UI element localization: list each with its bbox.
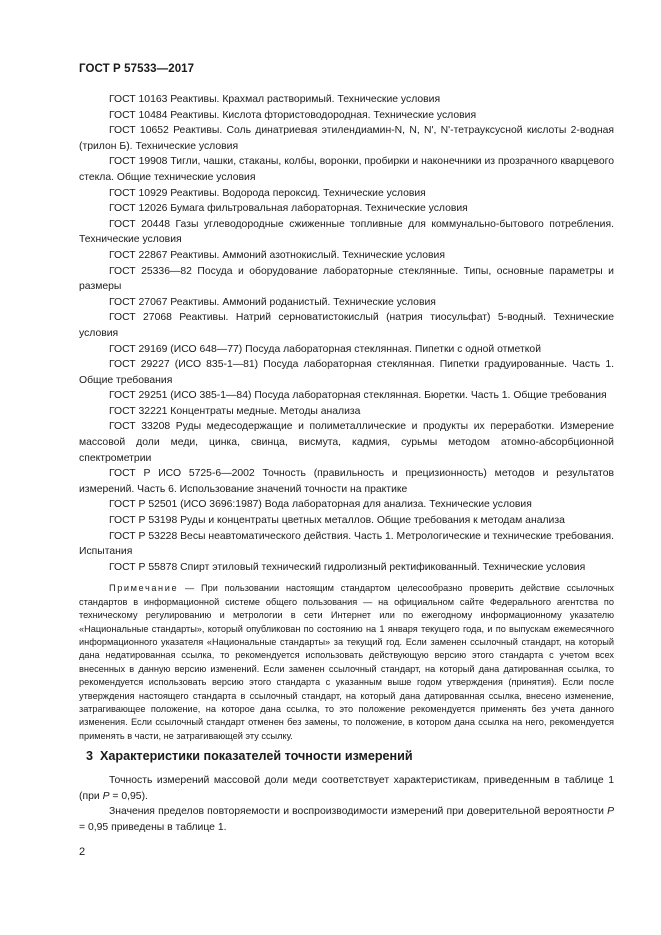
paragraph xyxy=(79,773,614,804)
normative-references xyxy=(79,92,614,743)
note-label: Примечание xyxy=(109,583,179,594)
note-block xyxy=(79,582,614,743)
reference-item: ГОСТ 10484 Реактивы. Кислота фтористоводородная. Технические условия xyxy=(109,109,477,121)
reference-item: ГОСТ 29169 (ИСО 648—77) Посуда лабораторная стеклянная. Пипетки с одной отметкой xyxy=(109,343,542,355)
reference-item: ГОСТ 20448 Газы углеводородные сжиженные топливные для коммунально-бытового потребления. Технические условия xyxy=(79,218,614,246)
section-number: 3 xyxy=(86,749,94,763)
reference-item: ГОСТ Р ИСО 5725-6—2002 Точность (правильность и прецизионность) методов и результатов измерений. Часть 6. Использование значений точности на практике xyxy=(79,468,614,495)
paragraph-text: = 0,95 приведены в таблице 1. xyxy=(79,821,227,833)
paragraph-text: Точность измерений массовой доли меди соответствует характеристикам, приведенным в таблице 1 (при xyxy=(79,775,614,802)
reference-item: ГОСТ 10929 Реактивы. Водорода пероксид. Технические условия xyxy=(109,187,426,199)
reference-item: ГОСТ 29251 (ИСО 385-1—84) Посуда лабораторная стеклянная. Бюретки. Часть 1. Общие требования xyxy=(109,390,607,402)
reference-item: ГОСТ 27067 Реактивы. Аммоний роданистый. Технические условия xyxy=(109,296,436,308)
reference-item: ГОСТ 10652 Реактивы. Соль динатриевая этилендиамин-N, N, N', N'-тетрауксусной кислоты 2-водная (трилон Б). Технические условия xyxy=(79,125,614,152)
paragraph xyxy=(79,804,614,835)
document-header: ГОСТ Р 57533—2017 xyxy=(79,63,195,75)
note-text: — При пользовании настоящим стандартом целесообразно проверить действие ссылочных стандартов в информационной системе общего пользования — на официальном сайте Федерального агентства по техническому регулированию и метрологии в сети Интернет или по ежегодному информационному указателю «Национальные стандарты», который опубликован по состоянию на 1 января текущего года, и по выпускам ежемесячного информационного указателя «Национальные стандарты» за текущий год. Если заменен ссылочный стандарт, на который дана недатированная ссылка, то рекомендуется использовать действующую версию этого стандарта с учетом всех внесенных в данную версию изменений. Если заменен ссылочный стандарт, на который дана датированная ссылка, то рекомендуется использовать версию этого стандарта с указанным выше годом утверждения (принятия). Если после утверждения настоящего стандарта в ссылочный стандарт, на который дана датированная ссылка, внесено изменение, затрагивающее положение, на которое дана ссылка, то это положение рекомендуется применять без учета данного изменения. Если ссылочный стандарт отменен без замены, то положение, в котором дана ссылка на него, рекомендуется применять в части, не затрагивающей эту ссылку. xyxy=(79,583,614,741)
section-body xyxy=(79,773,614,835)
reference-item: ГОСТ 32221 Концентраты медные. Методы анализа xyxy=(109,405,361,417)
reference-item: ГОСТ Р 53228 Весы неавтоматического действия. Часть 1. Метрологические и технические требования. Испытания xyxy=(79,530,614,558)
variable-p: P xyxy=(607,806,614,818)
paragraph-text: = 0,95). xyxy=(109,790,148,802)
reference-item: ГОСТ 10163 Реактивы. Крахмал растворимый. Технические условия xyxy=(109,94,441,105)
reference-item: ГОСТ Р 52501 (ИСО 3696:1987) Вода лабораторная для анализа. Технические условия xyxy=(109,499,532,511)
reference-item: ГОСТ 19908 Тигли, чашки, стаканы, колбы, воронки, пробирки и наконечники из прозрачного кварцевого стекла. Общие технические условия xyxy=(79,156,614,183)
paragraph-text: Значения пределов повторяемости и воспроизводимости измерений при доверительной вероятности xyxy=(109,806,608,818)
section-title: Характеристики показателей точности измерений xyxy=(100,749,413,763)
page-number: 2 xyxy=(79,846,86,858)
reference-item: ГОСТ 25336—82 Посуда и оборудование лабораторные стеклянные. Типы, основные параметры и размеры xyxy=(79,265,614,293)
reference-item: ГОСТ 33208 Руды медесодержащие и полиметаллические и продукты их переработки. Измерение массовой доли меди, цинка, свинца, висмута, кадмия, сурьмы методом атомно-абсорбционной спектрометрии xyxy=(79,421,614,464)
reference-item: ГОСТ 22867 Реактивы. Аммоний азотнокислый. Технические условия xyxy=(109,249,445,261)
section-heading xyxy=(86,749,413,763)
reference-item: ГОСТ Р 53198 Руды и концентраты цветных металлов. Общие требования к методам анализа xyxy=(109,515,565,527)
reference-item: ГОСТ 27068 Реактивы. Натрий серноватистокислый (натрия тиосульфат) 5-водный. Технические условия xyxy=(79,312,614,339)
reference-item: ГОСТ Р 55878 Спирт этиловый технический гидролизный ректификованный. Технические условия xyxy=(109,561,586,573)
reference-item: ГОСТ 29227 (ИСО 835-1—81) Посуда лабораторная стеклянная. Пипетки градуированные. Часть 1. Общие требования xyxy=(79,359,614,386)
reference-item: ГОСТ 12026 Бумага фильтровальная лабораторная. Технические условия xyxy=(109,203,468,215)
variable-p: P xyxy=(102,790,110,802)
